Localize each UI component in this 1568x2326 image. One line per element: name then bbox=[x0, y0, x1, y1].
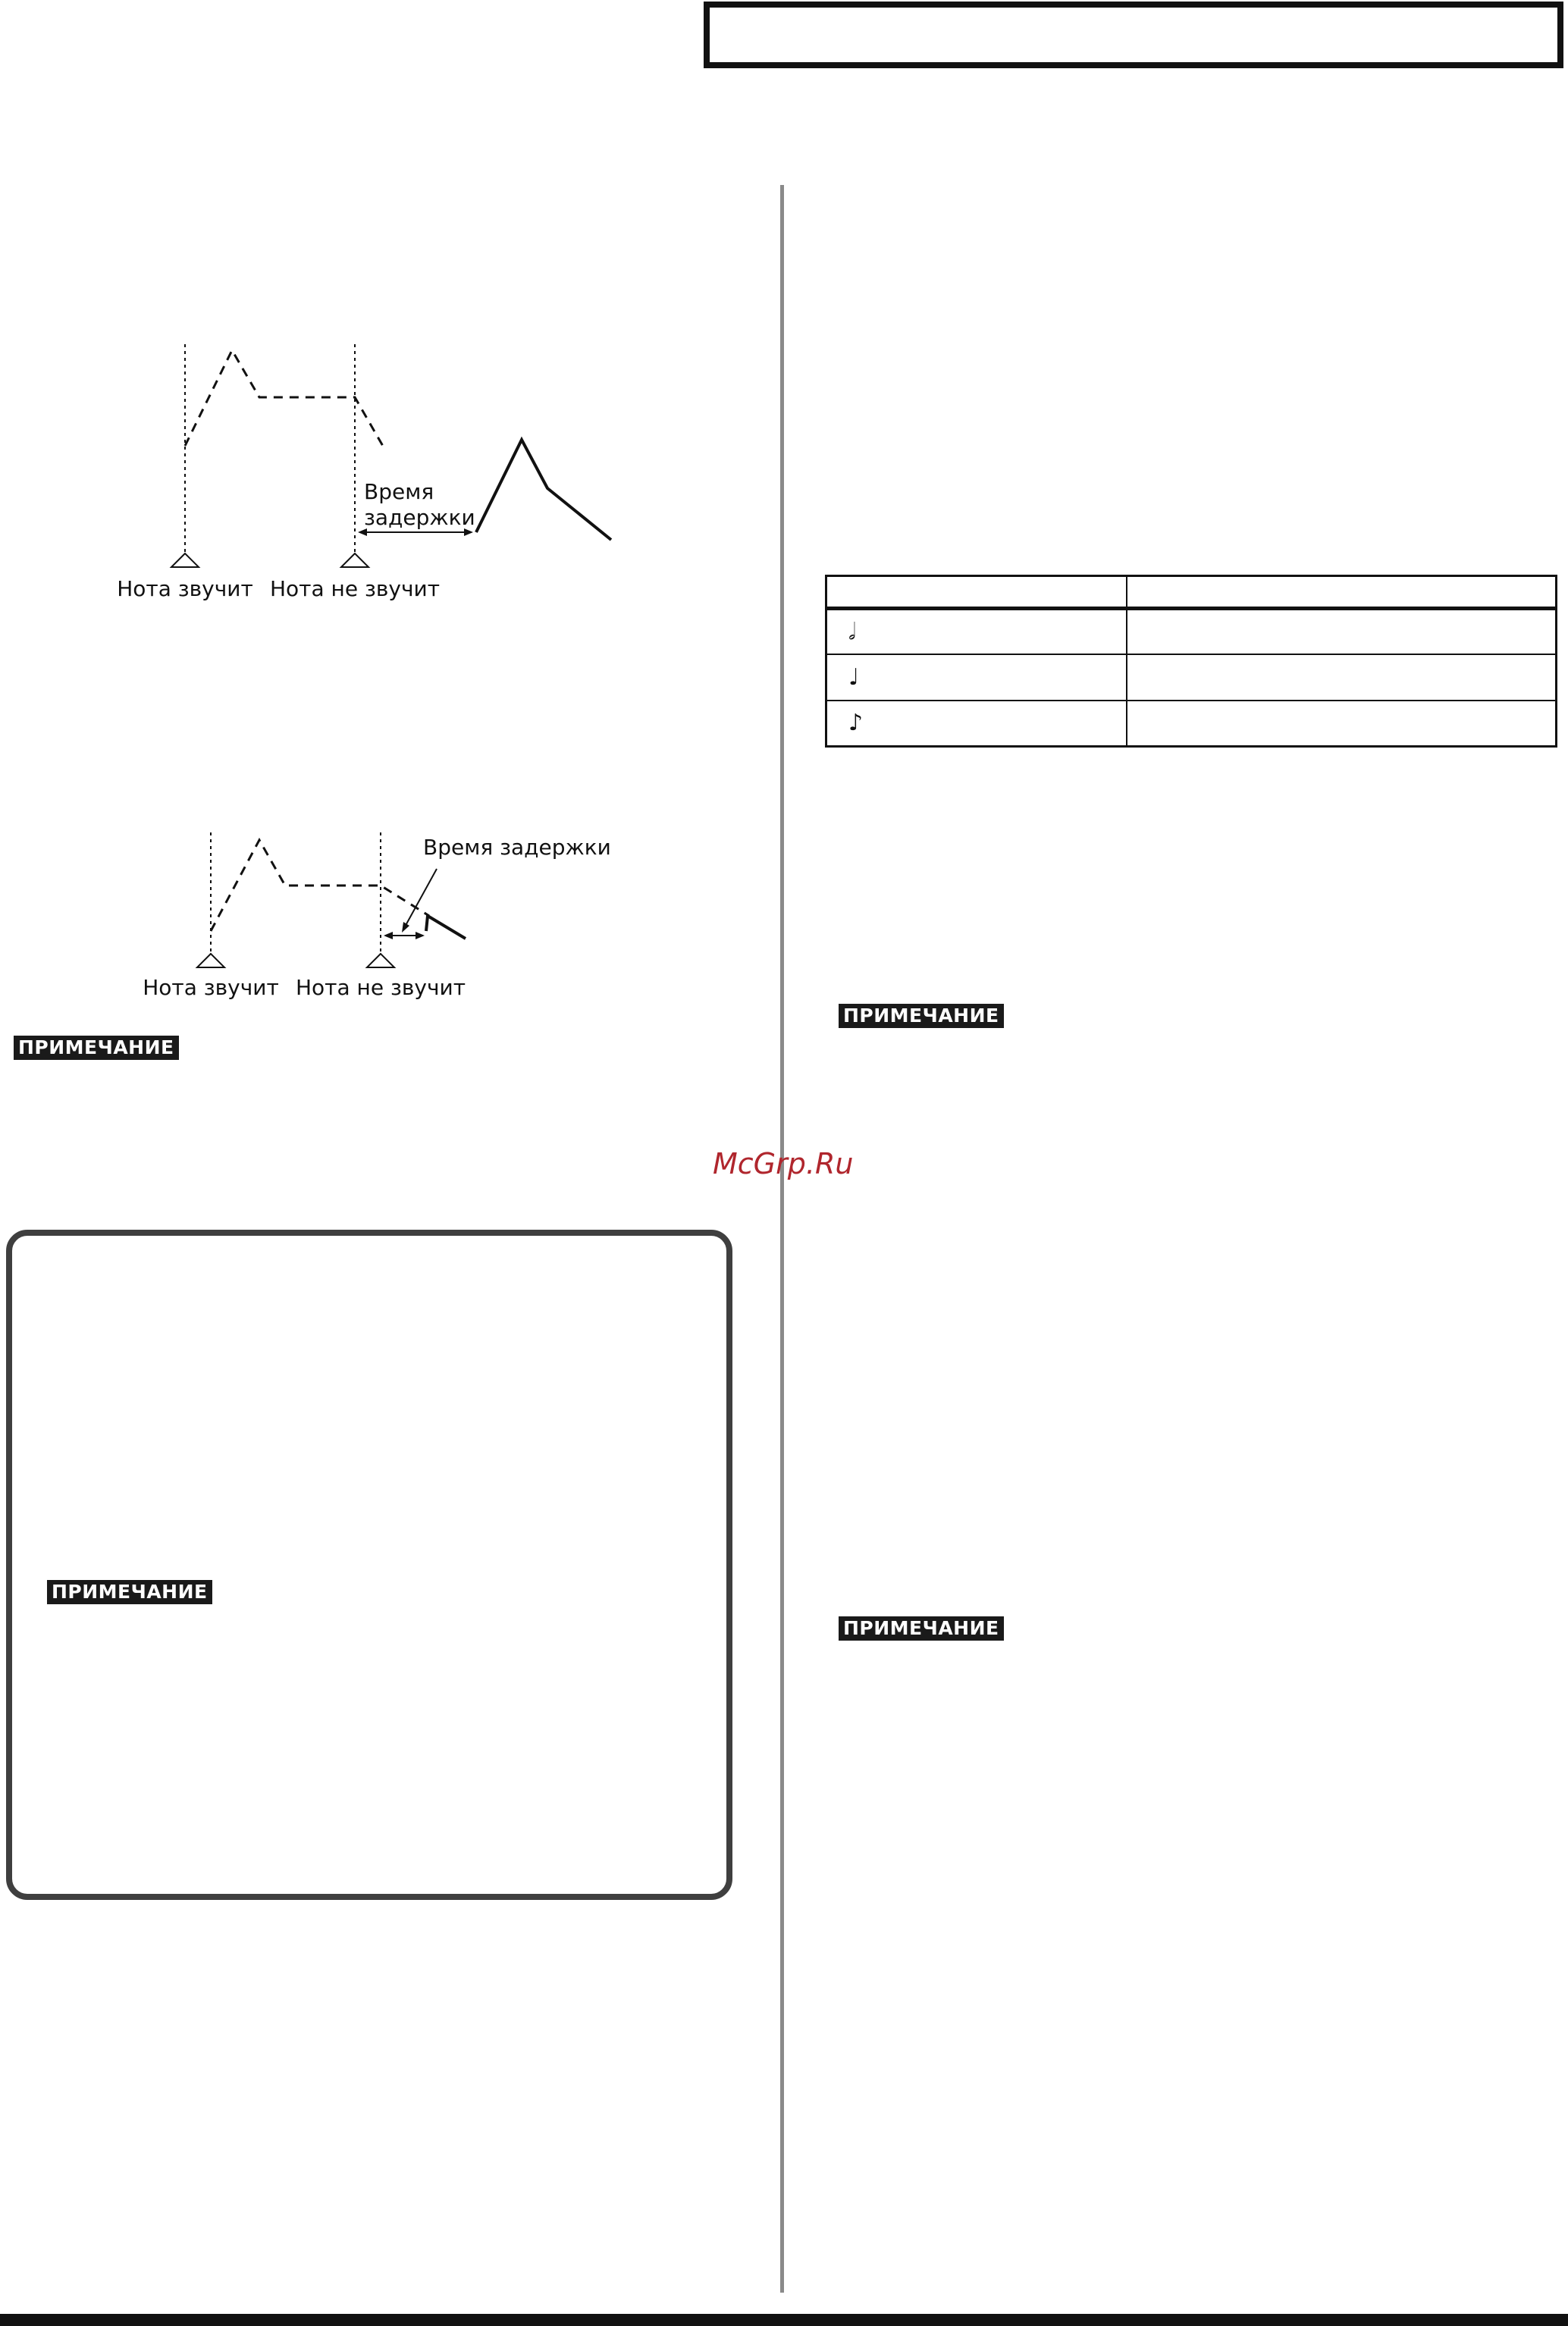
delay-diagram-bottom bbox=[136, 826, 611, 1008]
note-off-triangle bbox=[341, 553, 368, 567]
info-box bbox=[6, 1230, 732, 1900]
table-row bbox=[826, 701, 1557, 747]
column-divider bbox=[780, 185, 784, 2293]
delay-label-line1: Время bbox=[364, 479, 434, 504]
delay-diagram-top bbox=[114, 334, 629, 607]
half-note-icon: 𝅗𝅥 bbox=[826, 608, 1127, 654]
table-cell bbox=[1127, 608, 1557, 654]
note-on-triangle bbox=[171, 553, 199, 567]
original-envelope-dashed bbox=[185, 350, 384, 447]
delay-label: Время задержки bbox=[423, 835, 611, 860]
eighth-note-icon: ♪ bbox=[826, 701, 1127, 747]
table-cell bbox=[1127, 701, 1557, 747]
table-cell bbox=[1127, 654, 1557, 701]
note-on-triangle bbox=[197, 954, 224, 967]
delayed-envelope bbox=[426, 916, 466, 939]
note-badge-box: ПРИМЕЧАНИЕ bbox=[47, 1580, 212, 1604]
note-badge-left: ПРИМЕЧАНИЕ bbox=[14, 1036, 179, 1060]
note-off-label: Нота не звучит bbox=[270, 576, 440, 601]
note-badge-right-1: ПРИМЕЧАНИЕ bbox=[839, 1004, 1004, 1028]
note-on-label: Нота звучит bbox=[117, 576, 253, 601]
note-off-triangle bbox=[367, 954, 394, 967]
note-value-table bbox=[825, 575, 1557, 748]
delay-label-line2: задержки bbox=[364, 505, 475, 530]
header-box bbox=[704, 2, 1563, 68]
delay-label-pointer bbox=[403, 869, 437, 929]
table-header-row bbox=[826, 576, 1557, 609]
note-off-label: Нота не звучит bbox=[296, 975, 466, 1000]
note-badge-right-2: ПРИМЕЧАНИЕ bbox=[839, 1616, 1004, 1641]
table-row bbox=[826, 608, 1557, 654]
table-header-cell bbox=[826, 576, 1127, 609]
footer-bar bbox=[0, 2314, 1568, 2326]
table-row bbox=[826, 654, 1557, 701]
quarter-note-icon: ♩ bbox=[826, 654, 1127, 701]
watermark: McGrp.Ru bbox=[713, 1147, 854, 1180]
original-envelope-dashed bbox=[211, 840, 429, 931]
table-header-cell bbox=[1127, 576, 1557, 609]
note-on-label: Нота звучит bbox=[143, 975, 279, 1000]
delayed-envelope bbox=[476, 440, 611, 540]
